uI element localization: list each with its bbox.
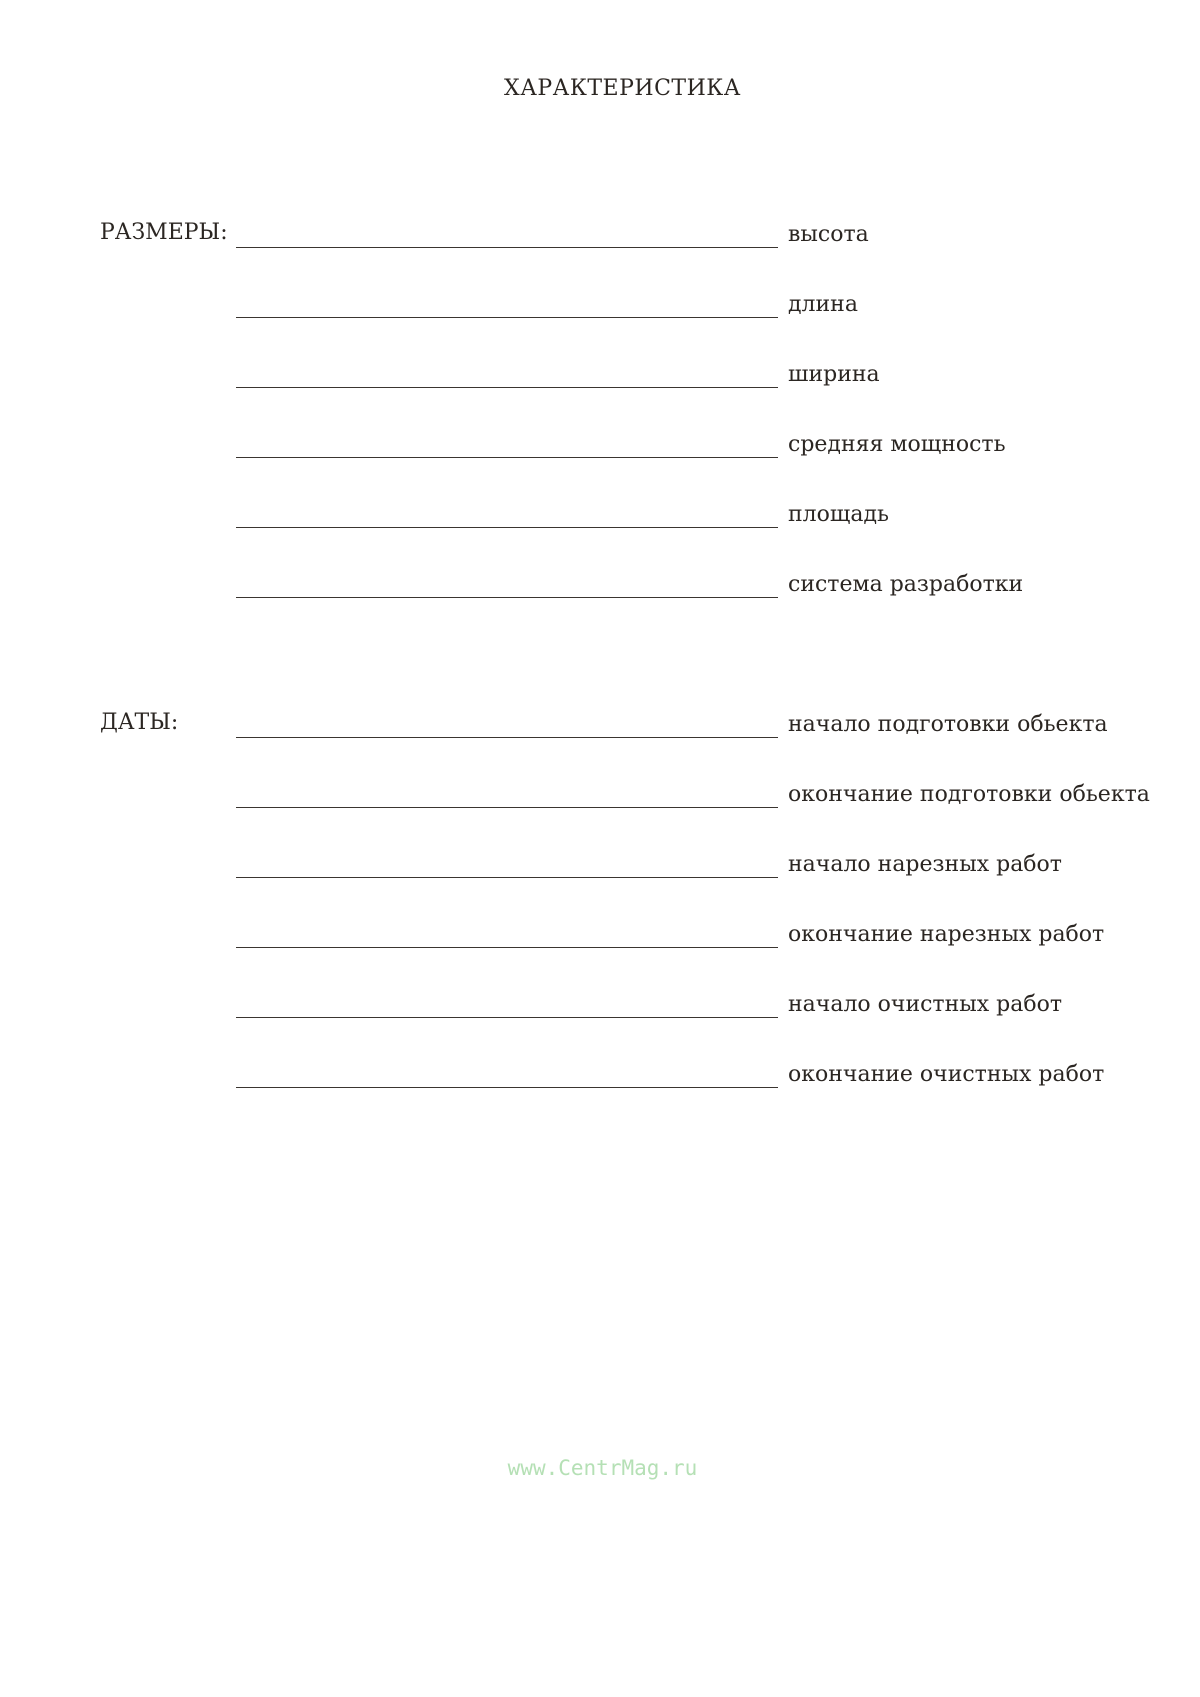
field-label: длина bbox=[788, 292, 858, 317]
field-line[interactable] bbox=[236, 947, 778, 948]
field-label: система разработки bbox=[788, 572, 1024, 597]
field-label: ширина bbox=[788, 362, 880, 387]
page-title: ХАРАКТЕРИСТИКА bbox=[504, 76, 741, 101]
field-line[interactable] bbox=[236, 387, 778, 388]
field-label: окончание очистных работ bbox=[788, 1062, 1105, 1087]
field-label: высота bbox=[788, 222, 869, 247]
field-label: начало очистных работ bbox=[788, 992, 1063, 1017]
field-line[interactable] bbox=[236, 317, 778, 318]
field-line[interactable] bbox=[236, 737, 778, 738]
field-line[interactable] bbox=[236, 807, 778, 808]
field-label: окончание нарезных работ bbox=[788, 922, 1105, 947]
field-line[interactable] bbox=[236, 1017, 778, 1018]
field-label: средняя мощность bbox=[788, 432, 1006, 457]
field-label: начало нарезных работ bbox=[788, 852, 1062, 877]
field-label: окончание подготовки обьекта bbox=[788, 782, 1150, 807]
sizes-section-label: РАЗМЕРЫ: bbox=[100, 220, 228, 245]
field-line[interactable] bbox=[236, 877, 778, 878]
field-label: площадь bbox=[788, 502, 889, 527]
field-line[interactable] bbox=[236, 597, 778, 598]
dates-section-label: ДАТЫ: bbox=[100, 710, 179, 735]
field-line[interactable] bbox=[236, 247, 778, 248]
field-label: начало подготовки обьекта bbox=[788, 712, 1108, 737]
field-line[interactable] bbox=[236, 527, 778, 528]
watermark: www.CentrMag.ru bbox=[507, 1456, 698, 1480]
field-line[interactable] bbox=[236, 457, 778, 458]
field-line[interactable] bbox=[236, 1087, 778, 1088]
